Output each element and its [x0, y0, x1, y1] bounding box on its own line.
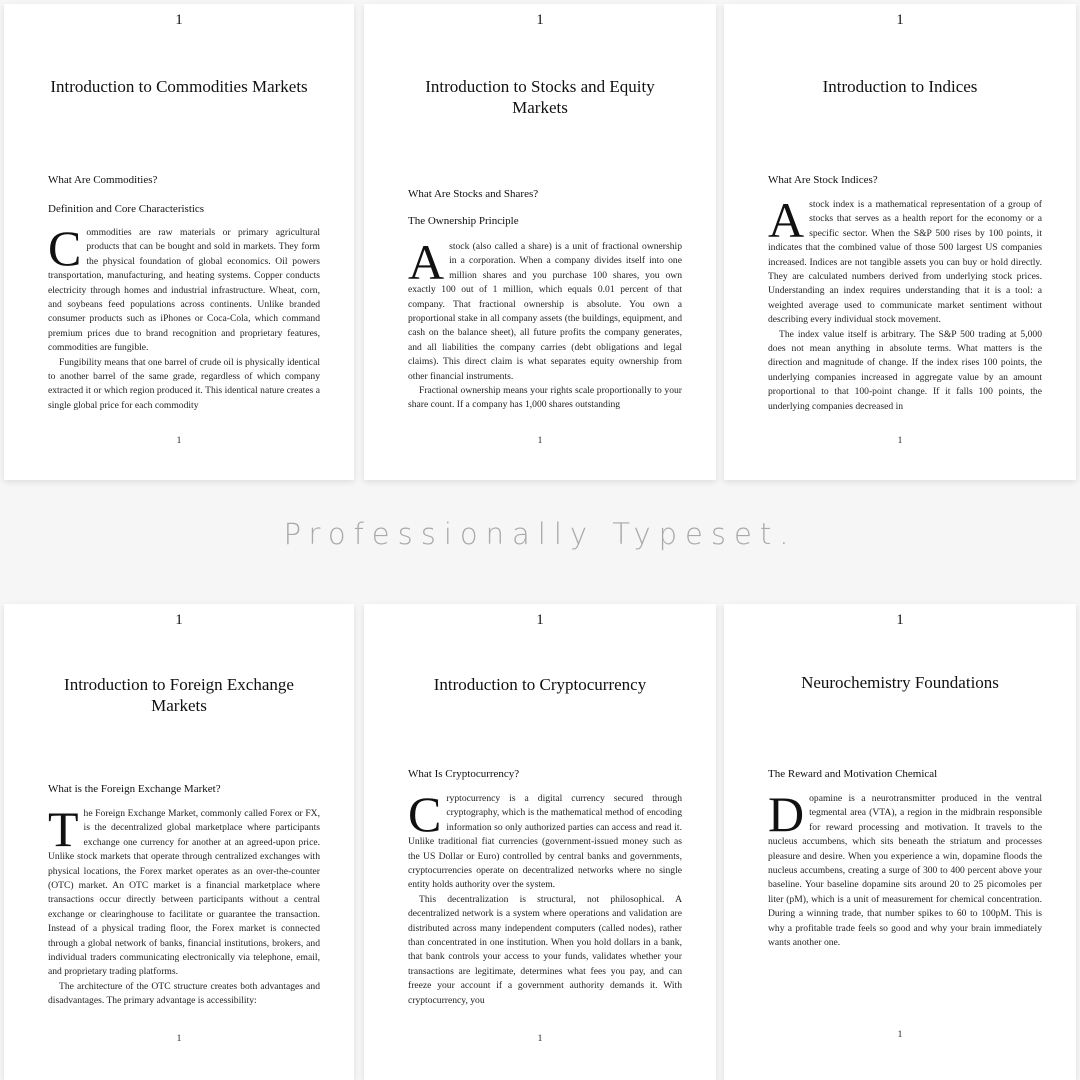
drop-cap: C [48, 220, 82, 276]
page-forex [4, 604, 354, 1080]
drop-cap: A [408, 234, 445, 290]
paragraph: ommodities are raw materials or primary agricultural products that can be bought and sold in markets. They form the physical foundation of global economics. Oil powers transportation, manufacturing, and heating systems. Copper conducts electricity through homes and industrial infrastructure. Wheat, corn, and soybeans feed populations across continents. Unlike branded consumer products such as iPhones or Coca-Cola, which command premium prices due to brand recognition and proprietary features, commodities are fungible. [48, 227, 320, 354]
page-crypto [364, 604, 716, 1080]
paragraph: stock (also called a share) is a unit of fractional ownership in a corporation. When a company divides itself into one million shares and you purchase 100 shares, you own exactly 100 out of 1 million, which equals 0.01 percent of that company. That fractional ownership is absolute. You own a proportional stake in all company assets (the buildings, equipment, and cash on the balance sheet), all future profits the company generates, and all liabilities the company carries (debt obligations and legal claims). This direct claim is what separates equity ownership from other financial instruments. [408, 241, 682, 382]
page-number-top: 1 [175, 12, 183, 28]
section-heading: What Is Cryptocurrency? [408, 768, 520, 780]
page-stocks [364, 4, 716, 480]
body-text [48, 801, 320, 1009]
page-number-top: 1 [896, 12, 904, 28]
paragraph: This decentralization is structural, not philosophical. A decentralized network is a system where operations and validation are distributed across many independent computers (called nodes), rather than concentrated in one institution. When you hold dollars in a bank, that bank controls your access to your funds, validates whether your transactions are legitimate, determines what fees you pay, and can freeze your account if a government authority demands it. With cryptocurrency, you [408, 893, 682, 1006]
body-text [768, 786, 1042, 950]
body-text [408, 786, 682, 1008]
section-heading: What Are Commodities? [48, 174, 158, 186]
page-title: Introduction to Indices [822, 77, 978, 96]
body-text [48, 220, 320, 413]
page-number-bottom: 1 [897, 1030, 903, 1040]
page-number-bottom: 1 [176, 436, 182, 446]
body-text [408, 234, 682, 413]
page-title: Introduction to Commodities Markets [50, 77, 308, 96]
page-number-bottom: 1 [537, 1034, 543, 1044]
tagline: Professionally Typeset. [283, 517, 797, 551]
drop-cap: A [768, 192, 805, 248]
page-commodities [4, 4, 354, 480]
drop-cap: D [768, 786, 805, 842]
section-heading: What is the Foreign Exchange Market? [48, 783, 221, 795]
paragraph: Fungibility means that one barrel of crude oil is physically identical to another barrel of the same grade, regardless of which company extracted it or which region produced it. This identical nature creates a single global price for each commodity [48, 356, 320, 411]
page-number-top: 1 [536, 612, 544, 628]
page-number-bottom: 1 [897, 436, 903, 446]
page-indices [724, 4, 1076, 480]
page-title: Introduction to Cryptocurrency [433, 675, 647, 694]
page-number-top: 1 [536, 12, 544, 28]
section-heading: What Are Stock Indices? [768, 174, 878, 186]
paragraph: Fractional ownership means your rights scale proportionally to your share count. If a company has 1,000 shares outstanding [408, 385, 682, 411]
page-number-top: 1 [896, 612, 904, 628]
page-neurochemistry [724, 604, 1076, 1080]
drop-cap: C [408, 786, 442, 842]
page-number-top: 1 [175, 612, 183, 628]
paragraph: stock index is a mathematical representation of a group of stocks that serves as a health report for the economy or a specific sector. When the S&P 500 rises by 100 points, it indicates that the combined value of those 500 largest US companies increased. Indices are not tangible assets you can buy or hold directly. They are calculated numbers derived from underlying stock prices. Understanding an index requires understanding that it is a tool: a weighted average used to communicate market sentiment without describing every individual stock movement. [768, 199, 1042, 326]
paragraph: The index value itself is arbitrary. The S&P 500 trading at 5,000 does not mean anything in absolute terms. What matters is the direction and magnitude of change. If the index rises 100 points, the underlying companies increased in aggregate value by an amount proportional to that 100-point change. If it falls 100 points, the underlying companies decreased in [768, 328, 1042, 412]
subsection-heading: The Ownership Principle [408, 215, 519, 227]
section-heading: The Reward and Motivation Chemical [768, 768, 938, 780]
paragraph: The architecture of the OTC structure creates both advantages and disadvantages. The primary advantage is accessibility: [48, 980, 320, 1007]
paragraph: opamine is a neurotransmitter produced in the ventral tegmental area (VTA), a region in the midbrain responsible for reward processing and motivation. It travels to the nucleus accumbens, which sits beneath the striatum and processes pleasure and desire. When you experience a win, dopamine floods the nucleus accumbens, creating a surge of 300 to 400 percent above your baseline. Your baseline dopamine sits around 20 to 25 picomoles per liter (pM), which is a unit of measurement for chemical concentration. During a winning trade, that number spikes to 60 to 100pM. This is why a profitable trade feels so good and why your brain immediately wants another one. [768, 793, 1042, 949]
page-number-bottom: 1 [537, 436, 543, 446]
subsection-heading: Definition and Core Characteristics [48, 203, 205, 215]
body-text [768, 192, 1042, 414]
page-title: Neurochemistry Foundations [801, 673, 999, 692]
page-title: Introduction to Foreign Exchange Markets [64, 675, 294, 715]
paragraph: he Foreign Exchange Market, commonly called Forex or FX, is the decentralized global marketplace where participants exchange one currency for another at an agreed-upon price. Unlike stock markets that operate through centralized exchanges with physical locations, the Forex market operates as an over-the-counter (OTC) market. An OTC market is a financial marketplace where transactions occur directly between participants without a central exchange or clearinghouse to facilitate or guarantee the transaction. Instead of a physical trading floor, the Forex market is connected through a global network of banks, financial institutions, brokers, and individual traders communicating electronically via telephone, email, and proprietary trading platforms. [48, 808, 320, 978]
page-number-bottom: 1 [176, 1034, 182, 1044]
drop-cap: T [48, 801, 79, 857]
paragraph: ryptocurrency is a digital currency secured through cryptography, which is the mathematical method of encoding information so only authorized parties can access and read it. Unlike traditional fiat currencies (government-issued money such as the US Dollar or Euro) controlled by central banks and governments, cryptocurrencies operate on decentralized networks where no single entity holds authority over the system. [408, 793, 682, 891]
page-title: Introduction to Stocks and Equity Markets [425, 77, 655, 117]
section-heading: What Are Stocks and Shares? [408, 188, 539, 200]
